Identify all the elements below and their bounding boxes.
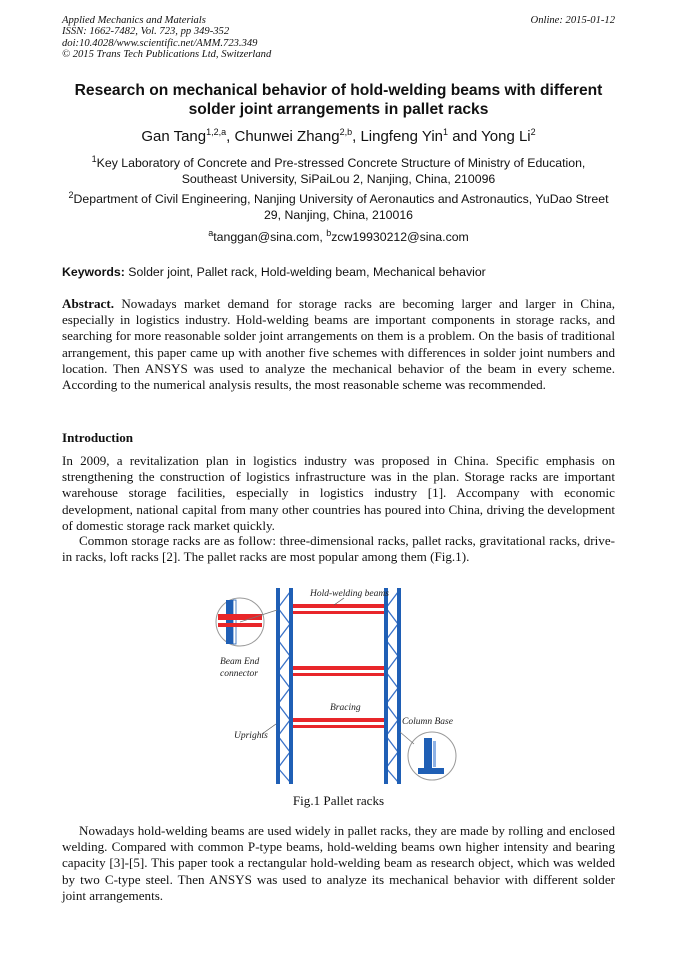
keywords-label: Keywords: xyxy=(62,265,125,279)
email-sup: b xyxy=(326,227,332,238)
author-emails xyxy=(62,227,615,244)
label-uprights: Uprights xyxy=(234,731,268,741)
issn-line: ISSN: 1662-7482, Vol. 723, pp 349-352 xyxy=(62,26,230,38)
email-sup: a xyxy=(208,227,214,238)
title-line-1: Research on mechanical behavior of hold-welding beams with different xyxy=(74,82,603,99)
uprights xyxy=(276,588,401,784)
email-a: tanggan@sina.com, xyxy=(213,230,327,244)
paper-title xyxy=(62,81,615,119)
abstract-text: Nowadays market demand for storage racks are becoming larger and larger in China, especially in logistics industry. Hold-welding beams are important components in storage racks, and searching for more reasonable solder joint arrangements on them is a problem. On the basis of traditional arrangement, this paper came up with another five schemes with differences in solder joint numbers and location. Then ANSYS was used to analyze the mechanical behavior of the beam in every scheme. According to the numerical analysis results, the most reasonable scheme was recommended. xyxy=(62,296,615,393)
author-sup: 1 xyxy=(443,127,449,137)
affiliation-sup: 1 xyxy=(91,153,97,164)
author-sep: , xyxy=(226,128,235,145)
label-connector: connector xyxy=(220,669,258,679)
paragraph: In 2009, a revitalization plan in logistics industry was proposed in China. Specific emphasis on strengthening the construction of logistics infrastructure was in the plan. Storage racks are important warehouse storage facilities, especially in logistics industry [1]. Accompany with economic development, national capital from many other countries has poured into China, driving the development of domestic storage rack market quickly. xyxy=(62,453,615,533)
abstract xyxy=(62,296,615,393)
affiliation-line: Department of Civil Engineering, Nanjing University of Aeronautics and Astronautics, YuDao Street xyxy=(73,192,609,206)
figure-caption: Fig.1 Pallet racks xyxy=(292,793,385,808)
journal-name: Applied Mechanics and Materials xyxy=(62,15,206,26)
affiliation-line: Key Laboratory of Concrete and Pre-stressed Concrete Structure of Ministry of Education, xyxy=(96,156,586,170)
affiliation-2 xyxy=(62,189,615,223)
pallet-rack-illustration xyxy=(214,578,466,788)
label-hold-welding-beams: Hold-welding beams xyxy=(310,589,389,599)
author-name: Lingfeng Yin xyxy=(360,128,444,145)
author-name: Yong Li xyxy=(481,128,531,145)
keywords-text: Solder joint, Pallet rack, Hold-welding beam, Mechanical behavior xyxy=(124,265,486,279)
publication-info xyxy=(62,15,271,61)
online-date: Online: 2015-01-12 xyxy=(530,15,615,26)
bracing-lines xyxy=(278,592,398,782)
paragraph: Nowadays hold-welding beams are used widely in pallet racks, they are made by rolling and enclosed welding. Compared with common P-type beams, hold-welding beams own higher intensity and bearing capacity [3]-[5]. This paper took a rectangular hold-welding beam as research object, which was welded by two C-type steel. Then ANSYS was used to analyze its mechanical behavior with different solder joint arrangements. xyxy=(62,823,615,903)
affiliation-line: Southeast University, SiPaiLou 2, Nanjing, China, 210096 xyxy=(181,171,496,186)
paragraph: Common storage racks are as follow: three-dimensional racks, pallet racks, gravitational racks, drive-in racks, loft racks [2]. The pallet racks are most popular among them (Fig.1). xyxy=(62,533,615,565)
author-sup: 2 xyxy=(530,127,536,137)
title-line-2: solder joint arrangements in pallet racks xyxy=(188,101,489,118)
email-b: zcw19930212@sina.com xyxy=(331,230,469,244)
affiliation-1 xyxy=(62,153,615,187)
beam-end-connector-inset xyxy=(216,598,277,646)
author-sup: 1,2,a xyxy=(206,127,227,137)
author-name: Gan Tang xyxy=(141,128,207,145)
figure-pallet-racks xyxy=(214,578,466,788)
author-list xyxy=(62,128,615,145)
author-name: Chunwei Zhang xyxy=(234,128,340,145)
section-heading-introduction: Introduction xyxy=(62,430,134,445)
affiliation-line: 29, Nanjing, China, 210016 xyxy=(263,207,414,222)
author-sep: and xyxy=(448,128,482,145)
affiliation-sup: 2 xyxy=(68,189,74,200)
label-beam-end: Beam End xyxy=(220,657,260,667)
column-base-inset xyxy=(400,732,456,780)
author-sup: 2,b xyxy=(339,127,353,137)
label-bracing: Bracing xyxy=(330,703,361,713)
doi-line: doi:10.4028/www.scientific.net/AMM.723.349 xyxy=(62,37,258,49)
keywords xyxy=(62,265,486,279)
abstract-label: Abstract. xyxy=(62,296,114,311)
label-column-base: Column Base xyxy=(402,717,453,727)
author-sep: , xyxy=(352,128,361,145)
copyright-line: © 2015 Trans Tech Publications Ltd, Switzerland xyxy=(62,49,272,61)
